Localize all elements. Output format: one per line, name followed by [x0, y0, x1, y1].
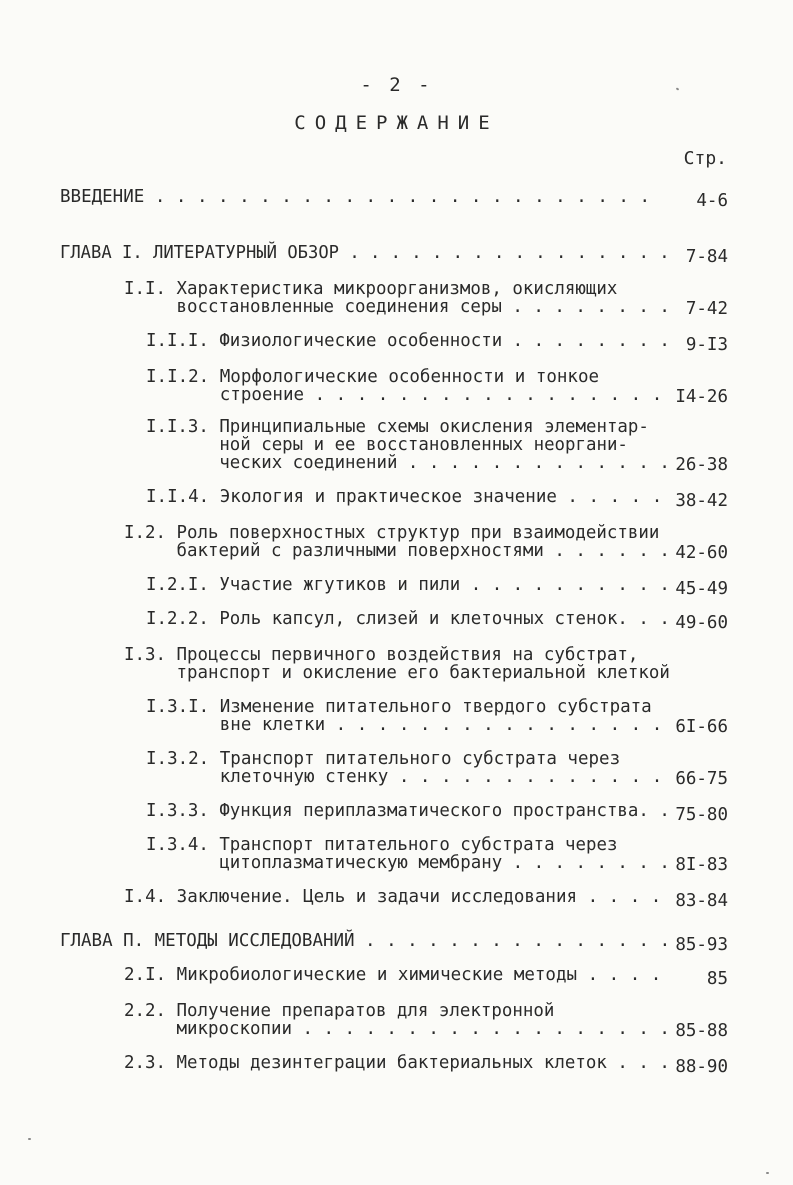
toc-entry-line: I.2.I. Участие жгутиков и пили . . . . . . . . . . [146, 575, 670, 595]
toc-page-range: 7-42 [685, 299, 728, 319]
toc-entry-line: I.4. Заключение. Цель и задачи исследования . . . . [124, 887, 662, 907]
toc-page-range: 9-I3 [685, 335, 728, 355]
toc-page-range: 85-88 [675, 1021, 728, 1041]
toc-page-range: 85 [706, 969, 728, 989]
toc-entry-line: I.3.3. Функция периплазматического пространства. . [146, 801, 670, 821]
toc-entry-line: I.2. Роль поверхностных структур при взаимодействии [124, 523, 660, 543]
toc-entry [146, 802, 673, 820]
toc-entry-line: I.2.2. Роль капсул, слизей и клеточных стенок. . . [146, 609, 670, 629]
toc-entry-line: ной серы и ее восстановленных неоргани- [146, 435, 628, 455]
toc-page-range: 66-75 [675, 769, 728, 789]
toc-page-range: 8I-83 [675, 855, 728, 875]
toc-entry [124, 646, 672, 682]
toc-entry-line: ВВЕДЕНИЕ . . . . . . . . . . . . . . . . . . . . . . . . [60, 187, 651, 207]
toc-entry-line: I.I.4. Экология и практическое значение . . . . . [146, 487, 663, 507]
toc-entry [146, 610, 673, 628]
toc-entry [146, 698, 662, 734]
toc-entry [124, 280, 672, 316]
scan-speck [766, 1172, 769, 1174]
toc-entry [124, 1054, 672, 1072]
toc-page-range: 83-84 [675, 891, 728, 911]
toc-page-range: 42-60 [675, 543, 728, 563]
toc-entry [60, 932, 671, 950]
toc-entry-line: бактерий с различными поверхностями . . . . . . [124, 541, 670, 561]
toc-entry-line: клеточную стенку . . . . . . . . . . . . . [146, 767, 663, 787]
toc-entry-line: I.3.2. Транспорт питательного субстрата через [146, 749, 621, 769]
toc-entry [124, 1002, 672, 1038]
toc-entry-line: ческих соединений . . . . . . . . . . . . . [146, 453, 670, 473]
toc-entry [146, 836, 673, 872]
toc-entry [124, 524, 672, 560]
toc-entry [146, 418, 673, 472]
toc-entry [146, 576, 673, 594]
toc-page-range: 26-38 [675, 455, 728, 475]
toc-entry [60, 188, 650, 206]
toc-entry-line: I.3.4. Транспорт питательного субстрата через [146, 835, 618, 855]
toc-entry [146, 368, 662, 404]
toc-page-range: I4-26 [675, 387, 728, 407]
toc-entry-line: вне клетки . . . . . . . . . . . . . . . . [146, 715, 663, 735]
toc-page-range: 45-49 [675, 579, 728, 599]
toc-entry [60, 244, 682, 262]
toc-page-range: 4-6 [696, 191, 728, 211]
document-title: СОДЕРЖАНИЕ [294, 112, 499, 134]
toc-entry [146, 332, 673, 350]
toc-entry-line: цитоплазматическую мембрану . . . . . . . . [146, 853, 670, 873]
toc-page-range: 88-90 [675, 1057, 728, 1077]
toc-entry-line: I.3. Процессы первичного воздействия на субстрат, [124, 645, 639, 665]
toc-entry [124, 888, 661, 906]
toc-entry-line: 2.I. Микробиологические и химические методы . . . . [124, 965, 662, 985]
scan-speck [28, 1138, 31, 1140]
toc-entry-line: I.I.I. Физиологические особенности . . . . . . . . [146, 331, 670, 351]
toc-entry [146, 750, 662, 786]
toc-entry-line: I.I.2. Морфологические особенности и тонкое [146, 367, 600, 387]
toc-entry-line: 2.2. Получение препаратов для электронной [124, 1001, 555, 1021]
toc-entry-line: I.I. Характеристика микроорганизмов, окисляющих [124, 279, 618, 299]
toc-entry-line: I.I.3. Принципиальные схемы окисления элементар- [146, 417, 649, 437]
toc-entry-line: строение . . . . . . . . . . . . . . . . . [146, 385, 663, 405]
toc-entry-line: ГЛАВА П. МЕТОДЫ ИССЛЕДОВАНИЙ . . . . . . . . . . . . . . . [60, 931, 671, 951]
toc-entry-line: 2.3. Методы дезинтеграции бактериальных клеток . . . [124, 1053, 670, 1073]
pages-column-header: Стр. [683, 148, 727, 169]
toc-entry-line: ГЛАВА I. ЛИТЕРАТУРНЫЙ ОБЗОР . . . . . . . . . . . . . . . . [60, 243, 670, 263]
toc-page-range: 85-93 [675, 935, 728, 955]
toc-page-range: 49-60 [675, 613, 728, 633]
toc-entry-line: микроскопии . . . . . . . . . . . . . . . . . . [124, 1019, 670, 1039]
toc-page-range: 38-42 [675, 491, 728, 511]
toc-page-range: 75-80 [675, 805, 728, 825]
toc-page-range: 7-84 [685, 247, 728, 267]
toc-entry-line: I.3.I. Изменение питательного твердого субстрата [146, 697, 652, 717]
page-number: - 2 - [360, 74, 433, 96]
toc-entry-line: транспорт и окисление его бактериальной клеткой [124, 663, 670, 683]
toc-entry-line: восстановленные соединения серы . . . . . . . . [124, 297, 670, 317]
toc-page-range: 6I-66 [675, 717, 728, 737]
toc-entry [124, 966, 661, 984]
toc-entry [146, 488, 662, 506]
